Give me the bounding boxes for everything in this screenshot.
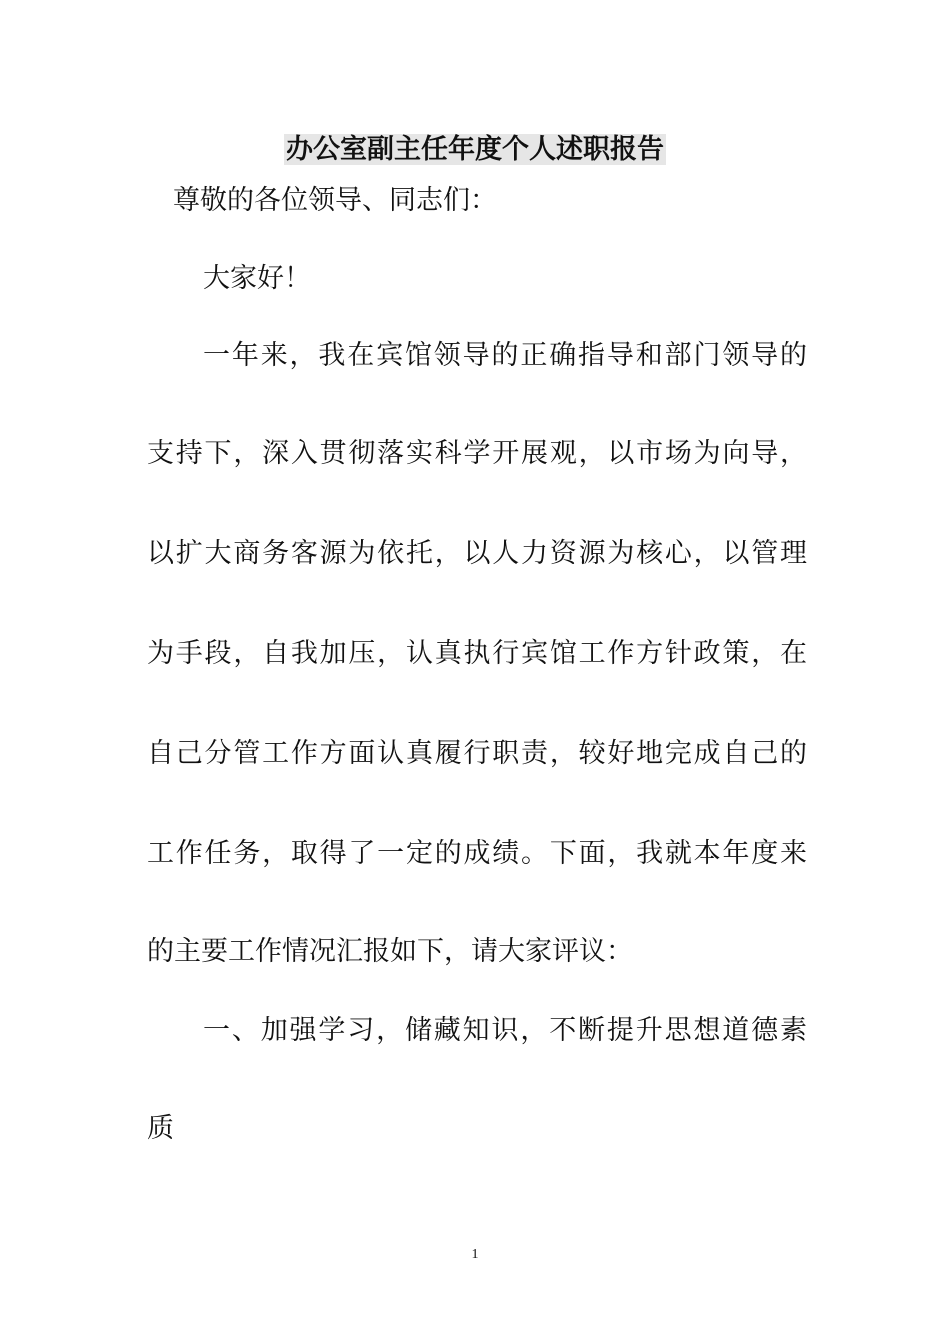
document-title xyxy=(0,132,950,168)
paragraph-line: 支持下，深入贯彻落实科学开展观，以市场为向导， xyxy=(147,438,807,469)
paragraph-line: 工作任务，取得了一定的成绩。下面，我就本年度来 xyxy=(147,838,807,869)
paragraph-line: 自己分管工作方面认真履行职责，较好地完成自己的 xyxy=(147,738,807,769)
document-title-text: 办公室副主任年度个人述职报告 xyxy=(286,134,664,165)
salutation: 尊敬的各位领导、同志们： xyxy=(173,185,497,216)
page-number: 1 xyxy=(471,1247,479,1262)
paragraph-line: 的主要工作情况汇报如下，请大家评议： xyxy=(147,936,633,967)
section-heading-line: 一、加强学习，储藏知识，不断提升思想道德素 xyxy=(203,1015,807,1046)
paragraph-line: 以扩大商务客源为依托，以人力资源为核心，以管理 xyxy=(147,538,807,569)
greeting: 大家好！ xyxy=(203,263,311,294)
paragraph-line: 一年来，我在宾馆领导的正确指导和部门领导的 xyxy=(203,340,807,371)
paragraph-line: 为手段，自我加压，认真执行宾馆工作方针政策，在 xyxy=(147,638,807,669)
section-heading-line: 质 xyxy=(147,1113,174,1144)
